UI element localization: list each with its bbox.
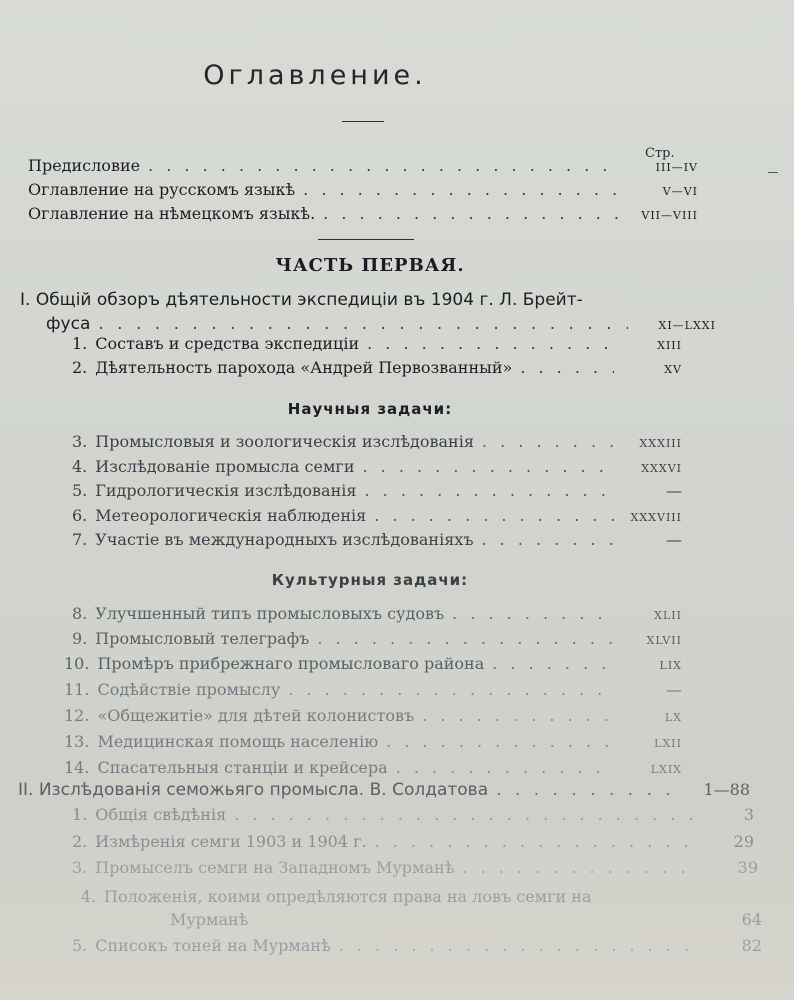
toc-entry-number: 11. [64,680,90,699]
toc-entry-page: 1—88 [703,780,750,799]
toc-entry-number: 12. [64,706,90,725]
toc-entry-label: «Общежитіе» для дѣтей колонистовъ [97,706,415,725]
toc-entry-preface [28,156,698,175]
dot-leader [374,506,614,525]
toc-entry-label: Оглавление на нѣмецкомъ языкѣ. [28,204,316,223]
toc-entry-page: — [666,530,682,549]
toc-entry-page: V—VI [662,185,698,198]
toc-entry-russian-toc [28,180,698,199]
section-divider [318,239,414,240]
toc-entry-5 [72,481,682,500]
toc-entry-ii-5 [72,936,762,955]
toc-entry-number: 2. [72,358,88,377]
section-i-heading-cont [46,314,716,334]
dot-leader [323,204,620,223]
toc-entry-number: 14. [64,758,90,777]
toc-entry-page: XXXVIII [630,511,682,524]
toc-entry-page: LX [664,711,682,724]
dot-leader [496,780,672,800]
toc-entry-label: Списокъ тоней на Мурманѣ [95,936,331,955]
toc-entry-4 [72,457,682,476]
toc-entry-9 [72,629,682,648]
toc-entry-1 [72,334,682,353]
toc-entry-page: XXXVI [641,462,682,475]
toc-entry-number: 9. [72,629,88,648]
toc-entry-german-toc [28,204,698,223]
toc-entry-ii-4-cont [170,910,762,929]
page-title: Оглавление. [203,60,427,91]
toc-entry-page: 29 [733,832,754,851]
toc-entry-label: Мурманѣ [170,910,249,929]
toc-entry-page: — [666,680,682,699]
toc-entry-label: Гидрологическія изслѣдованія [95,481,357,500]
dot-leader [303,180,620,199]
toc-entry-page: 3 [743,805,754,824]
dot-leader [234,805,696,824]
toc-entry-label: Медицинская помощь населенію [97,732,379,751]
toc-entry-page: XV [664,363,682,376]
scientific-tasks-heading: Научныя задачи: [287,400,453,418]
toc-entry-label: Оглавление на русскомъ языкѣ [28,180,296,199]
toc-entry-page: 82 [741,936,762,955]
toc-entry-label: Промысловый телеграфъ [95,629,310,648]
toc-entry-7 [72,530,682,549]
toc-entry-number: 10. [64,654,90,673]
toc-entry-label: Участіе въ международныхъ изслѣдованіяхъ [95,530,474,549]
toc-entry-label: Промысловыя и зоологическія изслѣдованія [95,432,474,451]
dot-leader [339,936,704,955]
dot-leader [288,680,614,699]
toc-entry-6 [72,506,682,525]
toc-entry-label: II. Изслѣдованія семожьяго промысла. В. Солдатова [18,780,489,800]
toc-entry-number: 5. [72,481,88,500]
toc-entry-12 [64,706,682,725]
toc-entry-label: Дѣятельность парохода «Андрей Первозванный» [95,358,513,377]
toc-entry-number: 3. [72,432,88,451]
section-ii-heading [18,780,750,800]
toc-entry-number: 1. [72,334,88,353]
dot-leader [362,457,614,476]
toc-entry-2 [72,358,682,377]
dot-leader [386,732,614,751]
toc-entry-page: VII—VIII [641,209,698,222]
toc-entry-label: Промыселъ семги на Западномъ Мурманѣ [95,858,455,877]
cultural-tasks-heading: Культурныя задачи: [271,571,469,589]
dot-leader [482,530,615,549]
dot-leader [492,654,614,673]
toc-entry-page: — [666,481,682,500]
toc-entry-number: 4. [80,887,96,906]
dot-leader [364,481,614,500]
dot-leader [317,629,614,648]
toc-entry-label: Предисловие [28,156,141,175]
toc-entry-page: XLVII [646,634,682,647]
toc-entry-number: 8. [72,604,88,623]
section-i-heading: I. Общій обзоръ дѣятельности экспедиціи въ 1904 г. Л. Брейт- [20,290,583,310]
toc-entry-number: 5. [72,936,88,955]
toc-entry-number: 2. [72,832,88,851]
toc-entry-number: 13. [64,732,90,751]
toc-entry-page: LIX [659,659,682,672]
toc-entry-10 [64,654,682,673]
dot-leader [462,858,700,877]
toc-entry-page: XLII [654,609,682,622]
margin-mark [768,172,778,173]
toc-entry-label: Положенія, коими опредѣляются права на ловъ семги на [104,887,592,906]
toc-entry-label: Метеорологическія наблюденія [95,506,367,525]
dot-leader [148,156,620,175]
toc-entry-3 [72,432,682,451]
toc-entry-ii-2 [72,832,754,851]
toc-entry-13 [64,732,682,751]
toc-entry-label: Содѣйствіе промыслу [97,680,281,699]
toc-entry-ii-1 [72,805,754,824]
toc-entry-number: 6. [72,506,88,525]
toc-entry-number: 1. [72,805,88,824]
dot-leader [375,832,696,851]
toc-entry-page: 64 [741,910,762,929]
toc-entry-page: LXIX [650,763,682,776]
dot-leader [452,604,614,623]
toc-entry-label: Составъ и средства экспедиціи [95,334,360,353]
toc-entry-page: III—IV [655,161,698,174]
toc-entry-label: Общія свѣдѣнія [95,805,227,824]
toc-entry-8 [72,604,682,623]
toc-entry-number: 3. [72,858,88,877]
title-divider [342,121,384,122]
toc-entry-label: фуса [46,314,91,334]
toc-entry-page: 39 [737,858,758,877]
toc-entry-ii-4 [72,887,652,906]
toc-entry-ii-3 [72,858,758,877]
toc-entry-number: 4. [72,457,88,476]
toc-entry-label: Измѣренія семги 1903 и 1904 г. [95,832,367,851]
dot-leader [482,432,614,451]
page-column-label: Стр. [645,146,675,161]
toc-entry-label: Улучшенный типъ промысловыхъ судовъ [95,604,445,623]
dot-leader [422,706,614,725]
toc-entry-label: Спасательныя станціи и крейсера [97,758,388,777]
dot-leader [520,358,614,377]
toc-entry-label: Промѣръ прибрежнаго промысловаго района [97,654,485,673]
toc-entry-label: Изслѣдованіе промысла семги [95,457,355,476]
toc-entry-14 [64,758,682,777]
part-title: ЧАСТЬ ПЕРВАЯ. [275,255,465,276]
toc-entry-number: 7. [72,530,88,549]
toc-entry-page: LXII [654,737,682,750]
dot-leader [396,758,614,777]
toc-entry-page: XXXIII [639,437,682,450]
toc-entry-page: XI—LXXI [658,319,716,332]
toc-entry-page: XIII [657,339,682,352]
dot-leader [367,334,614,353]
toc-entry-11 [64,680,682,699]
dot-leader [98,314,628,334]
